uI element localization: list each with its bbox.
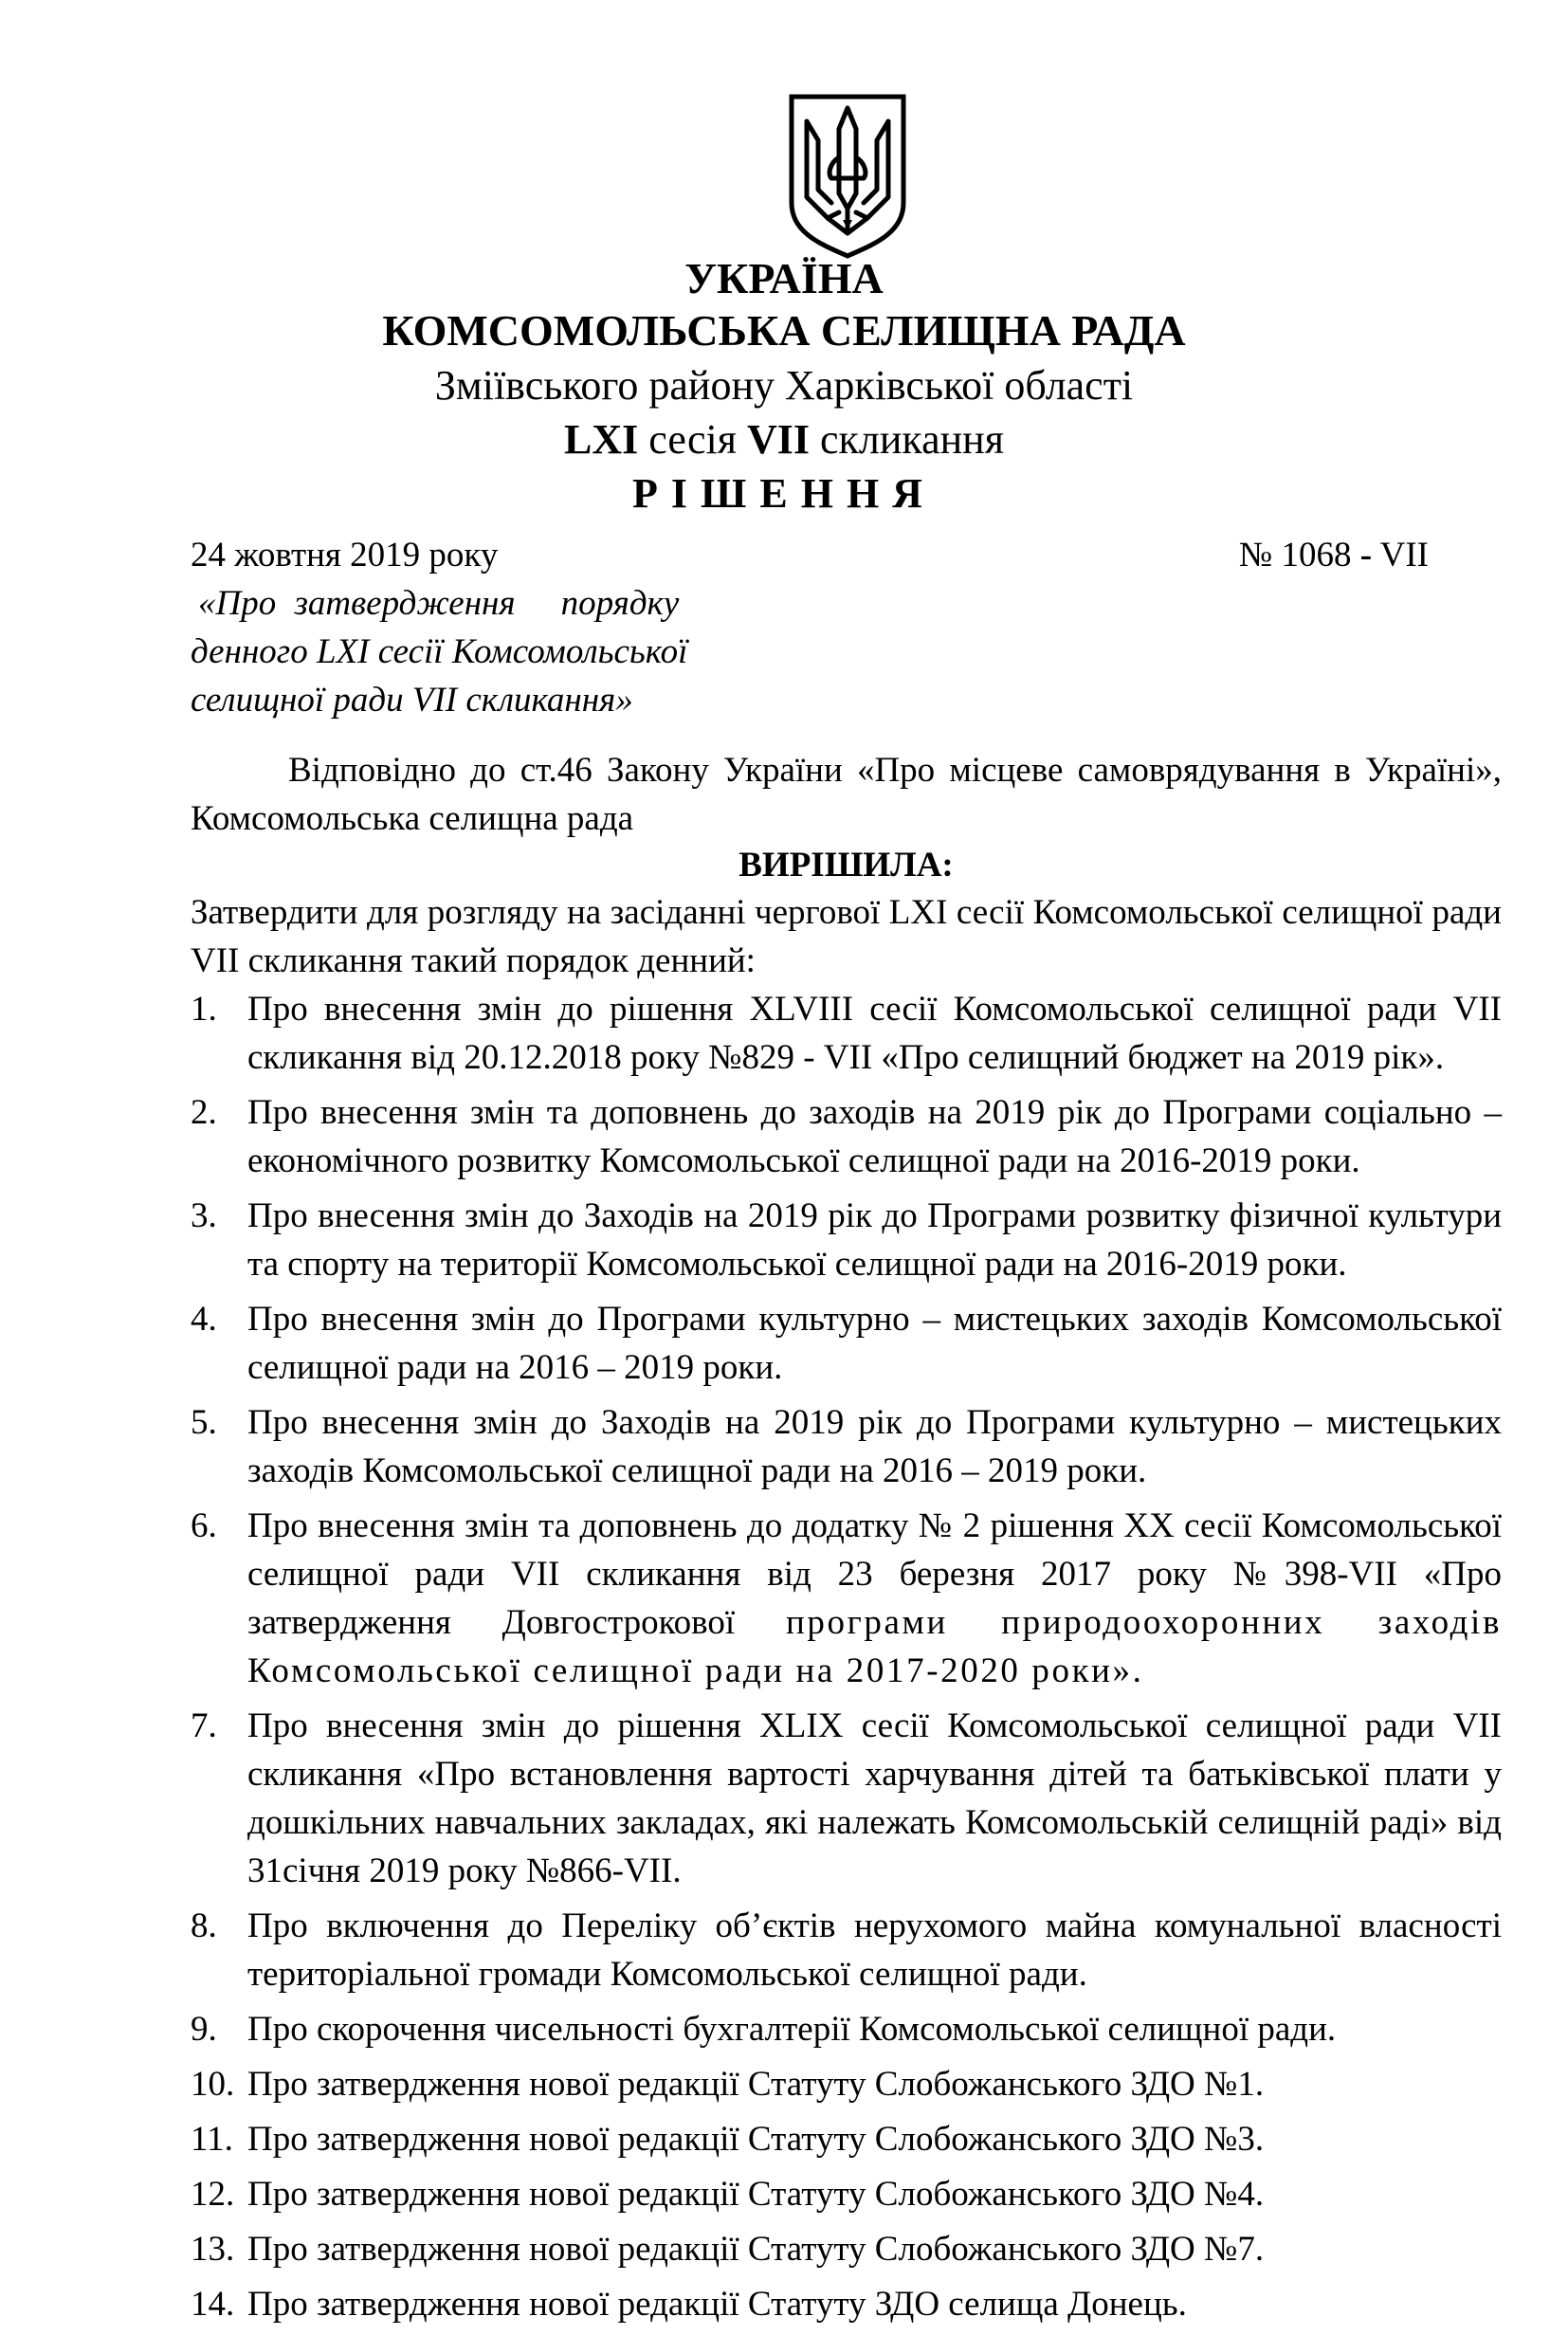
agenda-item-number: 2. <box>191 1093 217 1132</box>
agenda-item-number: 10. <box>191 2065 235 2104</box>
convocation-word: скликання <box>819 416 1004 463</box>
agenda-item-text: Про скорочення чисельності бухгалтерії Комсомольської селищної ради. <box>247 2010 1337 2049</box>
agenda-item-number: 4. <box>191 1300 217 1339</box>
district-subtitle: Зміївського району Харківської області <box>434 362 1134 409</box>
decision-number-dash: - <box>1359 536 1373 575</box>
agenda-item <box>191 2060 1502 2108</box>
agenda-item <box>191 985 1502 1082</box>
agenda-item-text: Про затвердження нової редакції Статуту Слобожанського ЗДО №4. <box>247 2175 1265 2214</box>
document-body <box>191 746 1502 2335</box>
agenda-item-number: 9. <box>191 2010 217 2049</box>
agenda-item-number: 11. <box>191 2120 233 2159</box>
agenda-item-text: Про внесення змін до рішення XLVIII сесії Комсомольської селищної ради VII скликання від 20.12.2018 року №829 - VII «Про селищний бюджет на 2019 рік». <box>247 990 1502 1077</box>
agenda-item-text: Про внесення змін до Програми культурно – мистецьких заходів Комсомольської селищної ради на 2016 – 2019 роки. <box>247 1300 1502 1387</box>
session-line <box>0 413 1568 466</box>
agenda-item-text: Про внесення змін та доповнень до заходів на 2019 рік до Програми соціально – економічного розвитку Комсомольської селищної ради на 2016-2019 роки. <box>247 1093 1502 1180</box>
agenda-item-number: 13. <box>191 2230 235 2269</box>
agenda-item <box>191 2115 1502 2163</box>
resolved-heading: ВИРІШИЛА: <box>738 846 954 885</box>
subject-line-2: денного LXI сесії Комсомольської <box>191 632 688 671</box>
agenda-item-text: Про затвердження нової редакції Статуту Слобожанського ЗДО №1. <box>247 2065 1265 2104</box>
document-header <box>0 254 1568 521</box>
subject-line-1-b: порядку <box>560 584 680 623</box>
agenda-item-text: Про внесення змін та доповнень до додатку № 2 рішення XX сесії Комсомольської селищної ради VII скликання від 23 березня 2017 року №398-VII «Про затвердження Довгострокової <box>247 1506 1502 1642</box>
decision-number-main: № 1068 <box>1238 536 1352 575</box>
decision-title: РІШЕННЯ <box>632 470 936 517</box>
date-number-row <box>191 532 1429 579</box>
convocation-number: VII <box>746 416 810 463</box>
agenda-item <box>191 1702 1502 1895</box>
agenda-item-text: Про включення до Переліку об’єктів нерухомого майна комунальної власності територіальної громади Комсомольської селищної ради. <box>247 1906 1502 1994</box>
decision-paragraph: Затвердити для розгляду на засіданні чергової LXI сесії Комсомольської селищної ради VII скликання такий порядок денний: <box>191 893 1502 980</box>
agenda-item <box>191 1192 1502 1288</box>
agenda-item-number: 8. <box>191 1906 217 1945</box>
council-title: КОМСОМОЛЬСЬКА СЕЛИЩНА РАДА <box>382 306 1186 355</box>
agenda-item-text-wide: програми природоохоронних заходів Комсомольської селищної ради на 2017-2020 роки». <box>247 1603 1503 1690</box>
agenda-item-text: Про затвердження нової редакції Статуту Слобожанського ЗДО №7. <box>247 2230 1265 2269</box>
agenda-item-number: 6. <box>191 1506 217 1545</box>
session-word: сесія <box>648 416 737 463</box>
agenda-item-text: Про затвердження нової редакції Статуту Слобожанського ЗДО №3. <box>247 2120 1265 2159</box>
agenda-item-text: Про внесення змін до Заходів на 2019 рік до Програми розвитку фізичної культури та спорту на території Комсомольської селищної ради на 2016-2019 роки. <box>247 1196 1502 1284</box>
decision-number-suffix: VII <box>1379 536 1429 575</box>
agenda-item-number: 12. <box>191 2175 235 2214</box>
agenda-item <box>191 2225 1502 2273</box>
intro-paragraph: Відповідно до ст.46 Закону України «Про місцеве самоврядування в Україні», Комсомольська селищна рада <box>191 751 1502 838</box>
agenda-item-text: Про внесення змін до рішення XLIX сесії Комсомольської селищної ради VII скликання «Про встановлення вартості харчування дітей та батьківської плати у дошкільних навчальних закладах, які належать Комсомольській селищній раді» від 31січня 2019 року №866-VII. <box>247 1706 1502 1890</box>
agenda-item <box>191 1398 1502 1495</box>
subject-line-1-a: «Про затвердження <box>198 584 516 623</box>
subject-line-3: селищної ради VII скликання» <box>191 681 633 720</box>
agenda-list <box>191 985 1502 2328</box>
agenda-item <box>191 1088 1502 1185</box>
agenda-item-number: 7. <box>191 1706 217 1745</box>
country-title: УКРАЇНА <box>684 254 884 302</box>
decision-subject <box>191 579 759 724</box>
agenda-item-number: 3. <box>191 1196 217 1235</box>
decision-number <box>1239 532 1429 579</box>
agenda-item <box>191 1295 1502 1392</box>
agenda-item-text: Про затвердження нової редакції Статуту ЗДО селища Донець. <box>247 2285 1187 2324</box>
agenda-item-text: Про внесення змін до Заходів на 2019 рік до Програми культурно – мистецьких заходів Комсомольської селищної ради на 2016 – 2019 роки. <box>247 1403 1502 1490</box>
agenda-item-number: 1. <box>191 990 217 1029</box>
agenda-item <box>191 2005 1502 2053</box>
subject-line-1 <box>191 579 759 628</box>
coat-of-arms-icon <box>786 91 909 262</box>
agenda-item <box>191 2280 1502 2328</box>
session-number: LXI <box>564 416 639 463</box>
agenda-item <box>191 1502 1502 1695</box>
decision-date: 24 жовтня 2019 року <box>191 536 499 575</box>
agenda-item-number: 14. <box>191 2285 235 2324</box>
agenda-item-number: 5. <box>191 1403 217 1442</box>
agenda-item <box>191 2170 1502 2218</box>
agenda-item <box>191 1902 1502 1998</box>
